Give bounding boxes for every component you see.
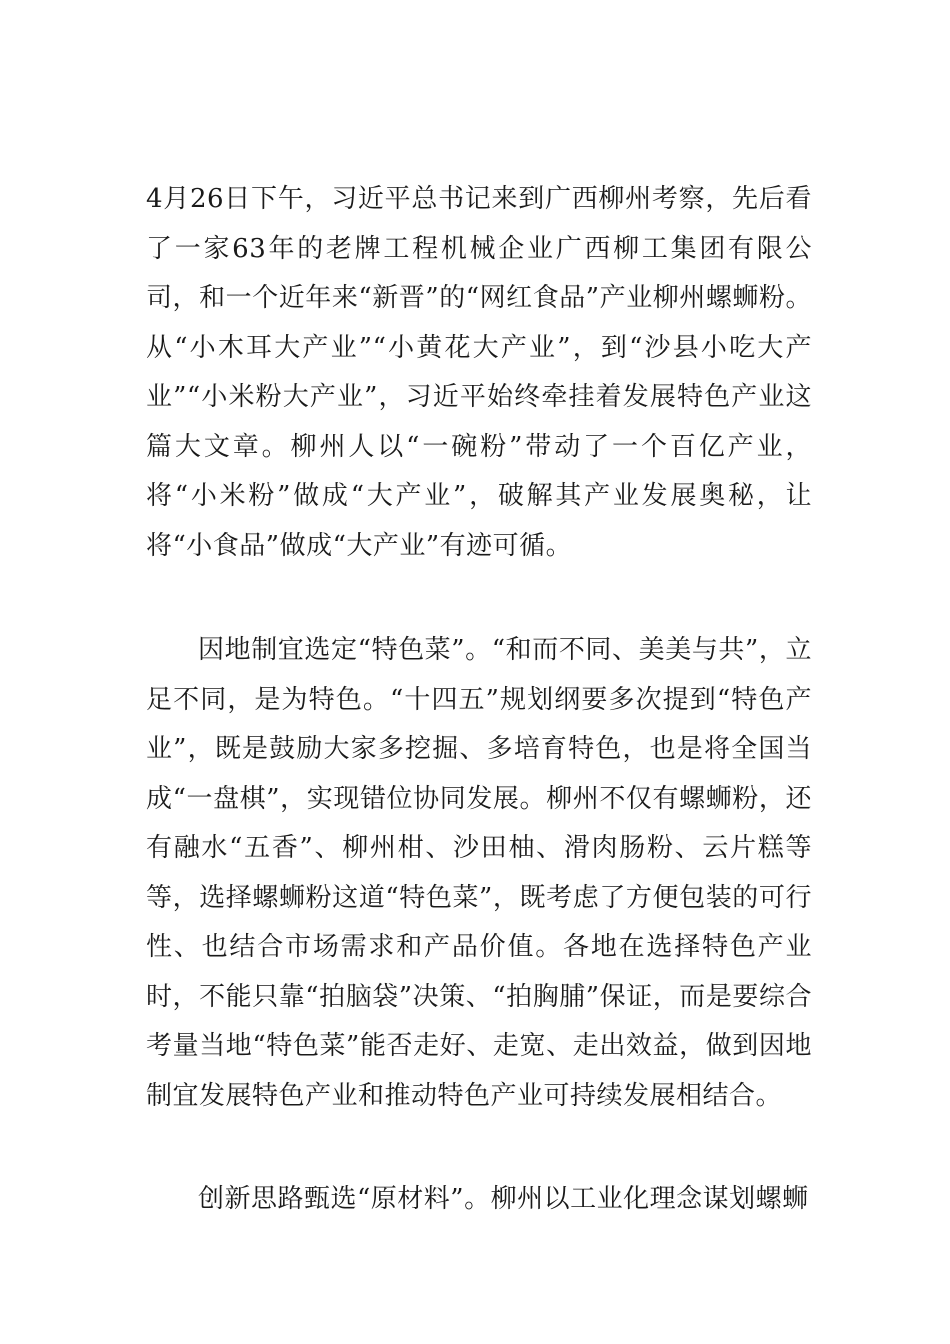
paragraph-raw-materials: 创新思路甄选“原材料”。柳州以工业化理念谋划螺蛳 — [198, 1184, 809, 1214]
paragraph-intro: 4月26日下午，习近平总书记来到广西柳州考察，先后看了一家63年的老牌工程机械企业广西柳工集团有限公司，和一个近年来“新晋”的“网红食品”产业柳州螺蛳粉。从“小木耳大产业”“小黄花大产业”，到“沙县小吃大产业”“小米粉大产业”，习近平始终牵挂着发展特色产业这篇大文章。柳州人以“一碗粉”带动了一个百亿产业，将“小米粉”做成“大产业”，破解其产业发展奥秘，让将“小食品”做成“大产业”有迹可循。 — [146, 184, 812, 561]
paragraph-specialty-dish: 因地制宜选定“特色菜”。“和而不同、美美与共”，立足不同，是为特色。“十四五”规划纲要多次提到“特色产业”，既是鼓励大家多挖掘、多培育特色，也是将全国当成“一盘棋”，实现错位协同发展。柳州不仅有螺蛳粉，还有融水“五香”、柳州柑、沙田柚、滑肉肠粉、云片糕等等，选择螺蛳粉这道“特色菜”，既考虑了方便包装的可行性、也结合市场需求和产品价值。各地在选择特色产业时，不能只靠“拍脑袋”决策、“拍胸脯”保证，而是要综合考量当地“特色菜”能否走好、走宽、走出效益，做到因地制宜发展特色产业和推动特色产业可持续发展相结合。 — [146, 635, 812, 1111]
